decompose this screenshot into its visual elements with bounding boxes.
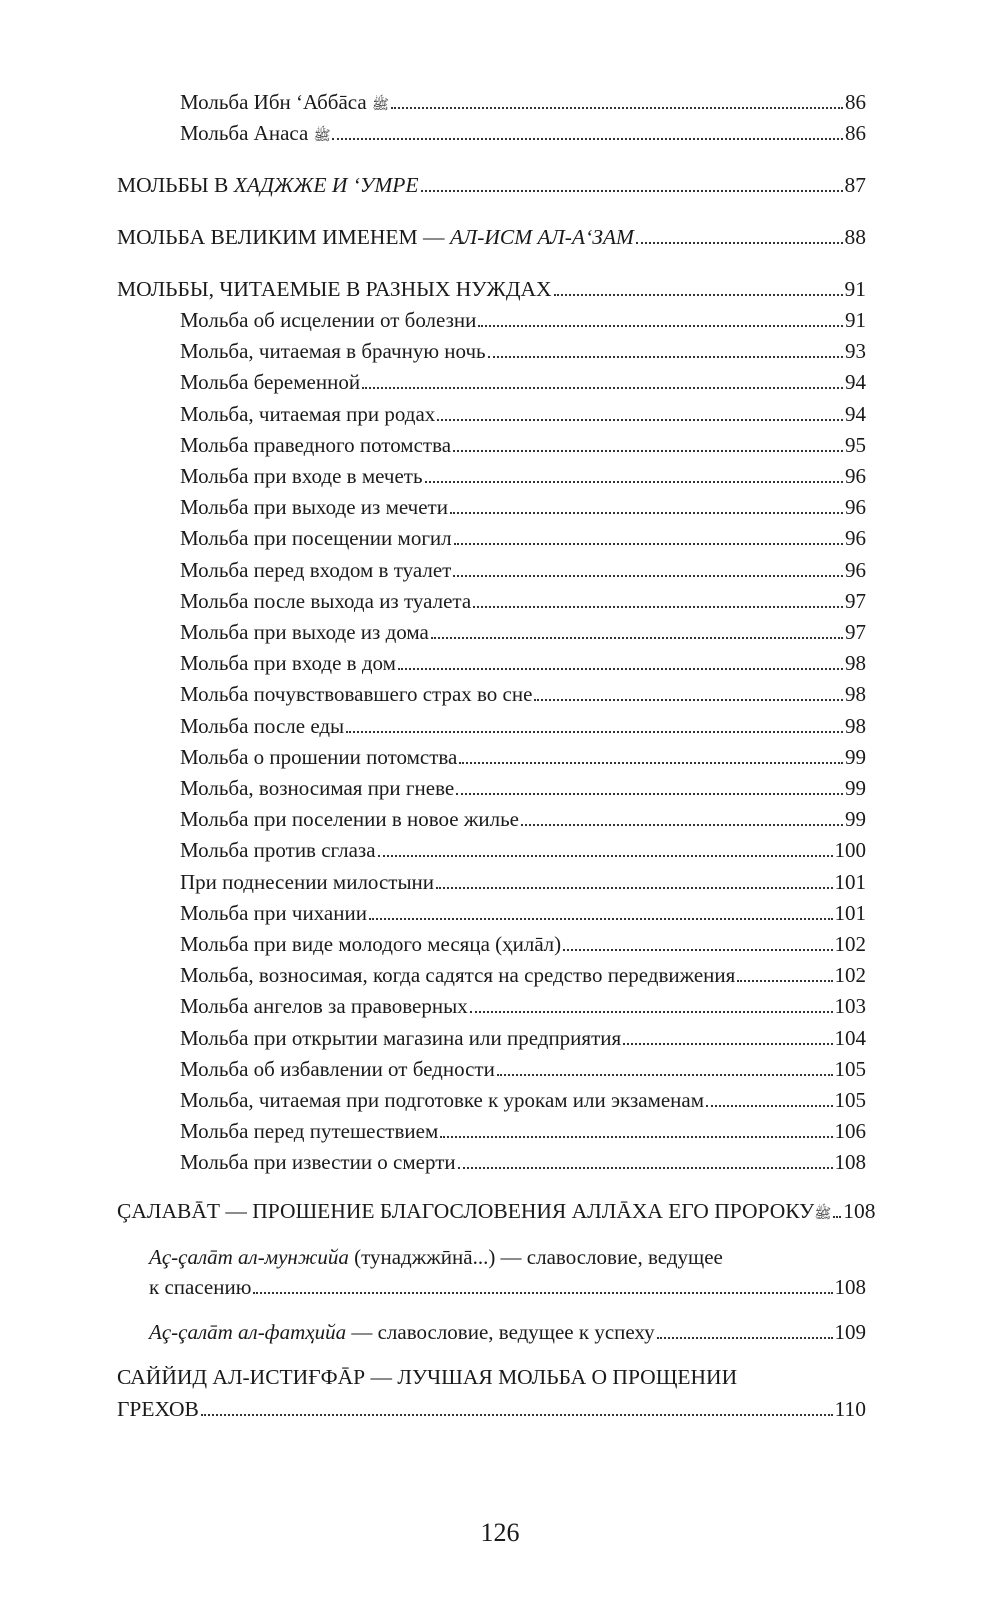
toc-entry	[180, 588, 866, 614]
toc-entry	[180, 1118, 866, 1144]
entry-text: (тунаджжӣнā...) — славословие, ведущее	[348, 1245, 723, 1269]
toc-entry	[180, 744, 866, 770]
toc-entry-label: Мольба ангелов за правоверных	[180, 994, 468, 1019]
toc-entry-page: 91	[845, 308, 866, 332]
dot-leader	[473, 605, 843, 608]
dot-leader	[521, 823, 843, 826]
dot-leader	[398, 667, 843, 670]
dot-leader	[346, 730, 843, 733]
toc-entry-page: 93	[845, 339, 866, 364]
toc-entry-page: 109	[834, 1320, 866, 1344]
toc-entry	[180, 713, 866, 739]
dot-leader	[459, 761, 843, 764]
toc-entry-page: 91	[844, 277, 866, 301]
toc-entry	[180, 900, 866, 926]
toc-section-sayyid-line2	[117, 1396, 866, 1422]
toc-entry-label: Мольба при входе в дом	[180, 651, 396, 676]
dot-leader	[478, 324, 843, 327]
toc-entry-label: Мольба при известии о смерти	[180, 1150, 456, 1175]
toc-entry-najjiya-line1	[149, 1244, 723, 1270]
toc-entry-page: 87	[844, 173, 866, 197]
toc-section-great-name	[117, 224, 866, 250]
toc-entry	[180, 1149, 866, 1175]
dot-leader	[470, 1010, 833, 1013]
toc-entry-label: Мольба Анаса	[180, 121, 309, 145]
toc-entry-page: 96	[845, 495, 866, 520]
toc-entry-label: Мольба при выходе из дома	[180, 620, 429, 644]
toc-entry-label: При поднесении милостыни	[180, 869, 435, 894]
dot-leader	[563, 948, 832, 951]
section-title-italic: ХАДЖЖЕ И ‘УМРЕ	[233, 173, 419, 197]
dot-leader	[833, 1215, 841, 1218]
toc-entry-page: 95	[845, 432, 866, 457]
toc-entry-page: 108	[834, 1150, 866, 1175]
toc-entry-page: 98	[845, 713, 866, 738]
toc-entry-label: Мольба при поселении в новое жилье	[180, 807, 519, 832]
section-title: МОЛЬБЫ В	[117, 173, 234, 197]
dot-leader	[362, 386, 843, 389]
dot-leader	[458, 1166, 833, 1169]
dot-leader	[456, 792, 843, 795]
toc-entry-label: Мольба об исцелении от болезни	[180, 308, 477, 332]
toc-entry	[180, 681, 866, 707]
toc-entry-page: 100	[834, 838, 866, 863]
toc-entry	[180, 307, 866, 333]
section-title: ГРЕХОВ	[117, 1397, 199, 1421]
toc-entry-page: 110	[834, 1397, 866, 1421]
toc-entry	[180, 401, 866, 427]
toc-section-hajj	[117, 172, 866, 198]
section-title-italic: АЛ-ИСМ АЛ-А‘ЗАМ	[449, 225, 634, 249]
dot-leader	[497, 1073, 833, 1076]
dot-leader	[440, 1135, 832, 1138]
dot-leader	[431, 636, 843, 639]
dot-leader	[450, 511, 843, 514]
entry-italic: Аç-çалāт ал-фатҳийа	[149, 1320, 347, 1344]
honor-symbol: ﷺ	[814, 1207, 832, 1222]
dot-leader	[437, 418, 843, 421]
dot-leader	[636, 241, 843, 244]
toc-entry-label: Мольба перед входом в туалет	[180, 557, 452, 582]
toc-entry	[180, 869, 866, 895]
toc-entry-label: Мольба при входе в мечеть	[180, 464, 423, 488]
toc-entry-label: Мольба почувствовавшего страх во сне	[180, 682, 533, 707]
toc-entry-najjiya-line2	[149, 1274, 866, 1300]
section-title: МОЛЬБА ВЕЛИКИМ ИМЕНЕМ —	[117, 225, 450, 249]
toc-entry-label: Мольба, возносимая, когда садятся на средство передвижения	[180, 963, 736, 988]
toc-entry	[180, 557, 866, 583]
dot-leader	[737, 979, 832, 982]
toc-entry	[180, 650, 866, 676]
toc-entry-page: 86	[845, 90, 866, 114]
entry-italic: Аç-çалāт ал-мунжийа	[149, 1245, 349, 1269]
dot-leader	[488, 355, 843, 358]
dot-leader	[378, 854, 833, 857]
toc-entry-page: 101	[834, 900, 866, 925]
dot-leader	[657, 1336, 833, 1339]
toc-section-sayyid-line1: САЙЙИД АЛ-ИСТИҒФĀР — ЛУЧШАЯ МОЛЬБА О ПРОЩЕНИИ	[117, 1365, 738, 1389]
dot-leader	[391, 106, 843, 109]
toc-entry-page: 103	[834, 994, 866, 1019]
dot-leader	[201, 1413, 833, 1416]
section-title: МОЛЬБЫ, ЧИТАЕМЫЕ В РАЗНЫХ НУЖДАХ	[117, 277, 552, 301]
dot-leader	[436, 886, 832, 889]
toc-entry-page: 96	[845, 557, 866, 582]
toc-entry	[180, 931, 866, 957]
toc-entry-label: Мольба, возносимая при гневе	[180, 776, 455, 800]
toc-entry	[180, 463, 866, 489]
dot-leader	[706, 1104, 832, 1107]
toc-entry-label: Мольба, читаемая в брачную ночь	[180, 339, 486, 364]
toc-entry-label: Мольба Ибн ‘Аббāса	[180, 90, 367, 114]
toc-entry-page: 106	[834, 1119, 866, 1144]
dot-leader	[421, 189, 843, 192]
toc-entry	[180, 1087, 866, 1113]
toc-entry-label: Мольба об избавлении от бедности	[180, 1056, 495, 1081]
toc-entry-label: Мольба против сглаза	[180, 838, 376, 863]
toc-entry-label: Мольба при виде молодого месяца (ҳилāл)	[180, 932, 562, 956]
toc-entry	[180, 525, 866, 551]
toc-entry-label: Мольба, читаемая при подготовке к урокам или экзаменам	[180, 1088, 705, 1112]
toc-entry-label: Мольба при посещении могил	[180, 526, 452, 551]
toc-entry-page: 104	[834, 1025, 866, 1050]
toc-entry	[180, 993, 866, 1019]
toc-entry-label: Мольба при открытии магазина или предприятия	[180, 1025, 622, 1050]
page-number: 126	[480, 1518, 520, 1547]
toc-entry-page: 97	[845, 588, 866, 613]
toc-entry-page: 102	[834, 932, 866, 956]
toc-entry-label: Мольба при чихании	[180, 900, 367, 925]
dot-leader	[453, 449, 843, 452]
toc-entry-page: 96	[845, 526, 866, 551]
toc-entry-label: Мольба беременной	[180, 370, 361, 395]
toc-entry	[180, 1056, 866, 1082]
toc-entry-label: Мольба после еды	[180, 713, 345, 738]
toc-entry-page: 96	[845, 464, 866, 488]
entry-text: — славословие, ведущее к успеху	[346, 1320, 655, 1344]
toc-entry-page: 105	[834, 1056, 866, 1081]
toc-entry-label: Мольба перед путешествием	[180, 1119, 439, 1144]
toc-entry	[180, 619, 866, 645]
toc-entry-page: 86	[845, 121, 866, 145]
toc-entry	[180, 1025, 866, 1051]
toc-entry-label: Мольба, читаемая при родах	[180, 401, 436, 426]
toc-entry-page: 97	[845, 620, 866, 644]
toc-entry-page: 99	[845, 807, 866, 832]
toc-entry	[180, 806, 866, 832]
dot-leader	[369, 917, 833, 920]
dot-leader	[554, 293, 843, 296]
toc-section-salavat	[117, 1198, 876, 1228]
toc-entry-label: Мольба о прошении потомства	[180, 744, 458, 769]
dot-leader	[332, 137, 843, 140]
toc-entry-label: Мольба после выхода из туалета	[180, 588, 472, 613]
dot-leader	[534, 698, 843, 701]
entry-text: к спасению	[149, 1275, 252, 1299]
toc-entry	[180, 962, 866, 988]
toc-entry-page: 94	[845, 401, 866, 426]
toc-entry-label: Мольба праведного потомства	[180, 432, 452, 457]
toc-entry-page: 94	[845, 370, 866, 395]
honor-symbol: ﷺ	[371, 98, 389, 113]
toc-entry	[180, 432, 866, 458]
toc-entry	[180, 775, 866, 801]
toc-section-needs	[117, 276, 866, 302]
toc-entry	[180, 120, 866, 150]
section-title: ÇАЛАВĀТ — ПРОШЕНИЕ БЛАГОСЛОВЕНИЯ АЛЛĀХА ЕГО ПРОРОКУ	[117, 1199, 815, 1223]
toc-entry-page: 98	[845, 651, 866, 676]
toc-entry	[180, 494, 866, 520]
dot-leader	[623, 1042, 832, 1045]
toc-entry	[180, 89, 866, 119]
toc-entry-page: 99	[845, 776, 866, 800]
toc-entry-page: 88	[844, 225, 866, 249]
toc-entry-page: 105	[834, 1088, 866, 1112]
toc-entry	[180, 837, 866, 863]
dot-leader	[454, 542, 843, 545]
toc-entry	[180, 338, 866, 364]
dot-leader	[453, 574, 843, 577]
toc-entry	[180, 369, 866, 395]
toc-entry-page: 108	[843, 1199, 876, 1223]
dot-leader	[425, 480, 843, 483]
toc-entry-page: 101	[834, 869, 866, 894]
honor-symbol: ﷺ	[313, 129, 331, 144]
toc-entry-fathiya	[149, 1319, 866, 1345]
toc-entry-page: 108	[834, 1275, 866, 1299]
toc-entry-label: Мольба при выходе из мечети	[180, 495, 448, 520]
toc-entry-page: 99	[845, 744, 866, 769]
toc-entry-page: 98	[845, 682, 866, 707]
toc-entry-page: 102	[834, 963, 866, 988]
dot-leader	[253, 1291, 832, 1294]
